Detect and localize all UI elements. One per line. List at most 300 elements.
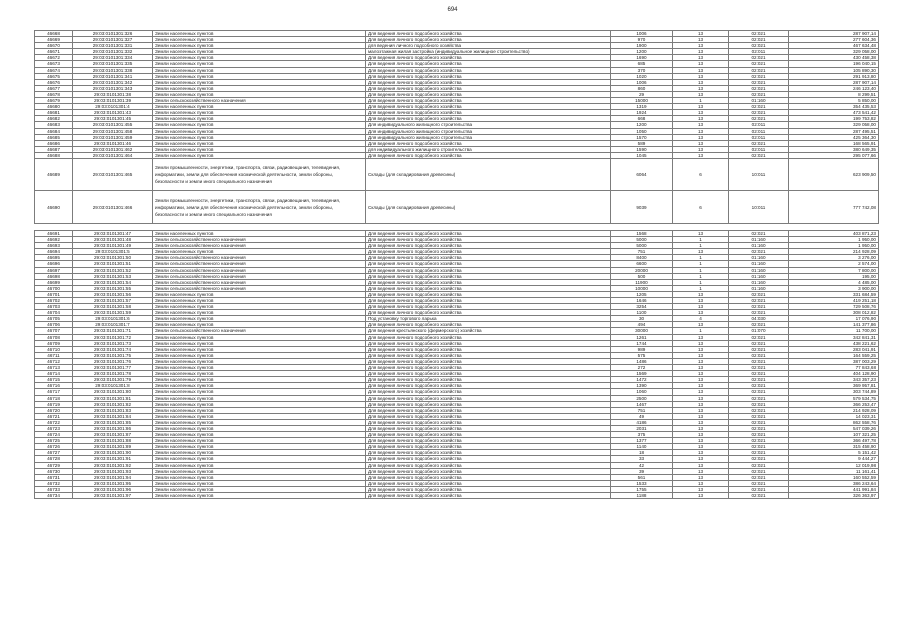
spacer-cell bbox=[35, 223, 879, 230]
row-spacer bbox=[35, 223, 879, 230]
cell-cadastral-number: 29:03:0101301:46 bbox=[73, 140, 153, 146]
cell-land-category: Земли населенных пунктов bbox=[153, 43, 366, 49]
cell-cadastral-value: 547 039,26 bbox=[789, 425, 879, 431]
table-row bbox=[35, 55, 879, 61]
cell-row-id: 46676 bbox=[35, 79, 73, 85]
cell-row-id: 46693 bbox=[35, 243, 73, 249]
cell-cadastral-value: 343 357,23 bbox=[789, 377, 879, 383]
cell-land-category: Земли сельскохозяйственного назначения bbox=[153, 237, 366, 243]
cell-cadastral-number: 29:03:0101301:45 bbox=[73, 116, 153, 122]
cell-land-category: Земли населенных пунктов bbox=[153, 395, 366, 401]
cell-cadastral-number: 29:03:0101301:85 bbox=[73, 419, 153, 425]
cell-row-id: 46705 bbox=[35, 316, 73, 322]
cell-row-id: 46692 bbox=[35, 237, 73, 243]
cell-zone-code: 02:021 bbox=[729, 395, 789, 401]
cell-land-category: Земли населенных пунктов bbox=[153, 298, 366, 304]
cell-cadastral-value: 387 003,29 bbox=[789, 358, 879, 364]
cell-zone-code: 01:160 bbox=[729, 285, 789, 291]
table-row bbox=[35, 486, 879, 492]
cell-area: 1020 bbox=[611, 73, 673, 79]
cell-zone-code: 02:021 bbox=[729, 419, 789, 425]
cell-cadastral-value: 438 221,62 bbox=[789, 340, 879, 346]
cell-cadastral-number: 29:03:0101301:90 bbox=[73, 450, 153, 456]
cell-cadastral-number: 29:03:0101301:54 bbox=[73, 279, 153, 285]
cell-land-category: Земли населенных пунктов bbox=[153, 450, 366, 456]
cell-cadastral-value: 105 890,30 bbox=[789, 67, 879, 73]
cell-zone-code: 01:160 bbox=[729, 261, 789, 267]
cell-land-category: Земли населенных пунктов bbox=[153, 152, 366, 158]
table-row bbox=[35, 140, 879, 146]
cell-permitted-use: Для ведения личного подсобного хозяйства bbox=[366, 261, 611, 267]
cell-land-category: Земли промышленности, энергетики, транспорта, связи, радиовещания, телевидения, информатики, земли для обеспечения космической деятельности, земли обороны, безопасности и земли иного специального назначения bbox=[153, 191, 366, 224]
cell-cadastral-value: 441 991,84 bbox=[789, 486, 879, 492]
cell-cadastral-number: 29:03:0101301:343 bbox=[73, 85, 153, 91]
cell-permitted-use: Для ведения личного подсобного хозяйства bbox=[366, 67, 611, 73]
cell-land-category: Земли населенных пунктов bbox=[153, 49, 366, 55]
cell-area: 1188 bbox=[611, 493, 673, 499]
cell-cadastral-number: 29:03:0101301:6 bbox=[73, 316, 153, 322]
cell-cadastral-value: 9 444,27 bbox=[789, 456, 879, 462]
cell-zone-code: 02:021 bbox=[729, 291, 789, 297]
cell-row-id: 46708 bbox=[35, 334, 73, 340]
table-row bbox=[35, 273, 879, 279]
cell-cadastral-value: 1 950,00 bbox=[789, 237, 879, 243]
cell-group-code: 13 bbox=[673, 61, 729, 67]
cell-row-id: 46682 bbox=[35, 116, 73, 122]
cell-land-category: Земли населенных пунктов bbox=[153, 310, 366, 316]
cell-zone-code: 02:021 bbox=[729, 340, 789, 346]
cell-zone-code: 02:021 bbox=[729, 140, 789, 146]
cell-cadastral-value: 291 913,80 bbox=[789, 73, 879, 79]
cell-cadastral-number: 29:03:0101301:465 bbox=[73, 158, 153, 191]
cell-group-code: 13 bbox=[673, 425, 729, 431]
cell-cadastral-value: 419 251,18 bbox=[789, 298, 879, 304]
cell-area: 30 bbox=[611, 316, 673, 322]
cell-cadastral-value: 425 364,30 bbox=[789, 134, 879, 140]
cell-cadastral-number: 29:03:0101301:338 bbox=[73, 67, 153, 73]
cell-group-code: 13 bbox=[673, 395, 729, 401]
cell-row-id: 46700 bbox=[35, 285, 73, 291]
cell-group-code: 13 bbox=[673, 322, 729, 328]
cell-row-id: 46669 bbox=[35, 37, 73, 43]
cell-area: 751 bbox=[611, 407, 673, 413]
cell-permitted-use: Для ведения личного подсобного хозяйства bbox=[366, 237, 611, 243]
cell-land-category: Земли населенных пунктов bbox=[153, 334, 366, 340]
cell-area: 1390 bbox=[611, 383, 673, 389]
cell-cadastral-number: 29:03:0101301:48 bbox=[73, 237, 153, 243]
table-row bbox=[35, 456, 879, 462]
cell-cadastral-number: 29:03:0101301:72 bbox=[73, 334, 153, 340]
cell-group-code: 13 bbox=[673, 444, 729, 450]
cell-zone-code: 02:021 bbox=[729, 352, 789, 358]
cell-area: 1924 bbox=[611, 110, 673, 116]
cell-group-code: 1 bbox=[673, 273, 729, 279]
cell-cadastral-value: 862 558,76 bbox=[789, 419, 879, 425]
cell-permitted-use: Для ведения личного подсобного хозяйства bbox=[366, 230, 611, 236]
cell-cadastral-number: 29:03:0101301:73 bbox=[73, 340, 153, 346]
cell-land-category: Земли сельскохозяйственного назначения bbox=[153, 267, 366, 273]
table-row bbox=[35, 401, 879, 407]
cell-land-category: Земли сельскохозяйственного назначения bbox=[153, 98, 366, 104]
cell-zone-code: 02:021 bbox=[729, 377, 789, 383]
cell-group-code: 13 bbox=[673, 310, 729, 316]
cell-permitted-use: Для ведения личного подсобного хозяйства bbox=[366, 91, 611, 97]
table-row bbox=[35, 438, 879, 444]
cell-land-category: Земли населенных пунктов bbox=[153, 480, 366, 486]
table-row bbox=[35, 444, 879, 450]
cell-group-code: 13 bbox=[673, 352, 729, 358]
cell-land-category: Земли населенных пунктов bbox=[153, 322, 366, 328]
cell-row-id: 46734 bbox=[35, 493, 73, 499]
cell-cadastral-value: 467 634,48 bbox=[789, 43, 879, 49]
cell-area: 1590 bbox=[611, 146, 673, 152]
cell-cadastral-value: 403 871,23 bbox=[789, 230, 879, 236]
cell-land-category: Земли населенных пунктов bbox=[153, 304, 366, 310]
cell-group-code: 13 bbox=[673, 493, 729, 499]
cell-cadastral-number: 29:03:0101301:52 bbox=[73, 267, 153, 273]
cell-cadastral-number: 29:03:0101301:459 bbox=[73, 134, 153, 140]
cell-group-code: 13 bbox=[673, 140, 729, 146]
cell-zone-code: 02:021 bbox=[729, 365, 789, 371]
cell-row-id: 46707 bbox=[35, 328, 73, 334]
cell-land-category: Земли населенных пунктов bbox=[153, 493, 366, 499]
cell-group-code: 13 bbox=[673, 73, 729, 79]
table-row bbox=[35, 67, 879, 73]
cell-row-id: 46699 bbox=[35, 279, 73, 285]
table-row bbox=[35, 146, 879, 152]
cell-group-code: 13 bbox=[673, 128, 729, 134]
cell-row-id: 46691 bbox=[35, 230, 73, 236]
cell-cadastral-value: 315 458,90 bbox=[789, 444, 879, 450]
cell-land-category: Земли населенных пунктов bbox=[153, 413, 366, 419]
cell-zone-code: 02:021 bbox=[729, 104, 789, 110]
cell-area: 375 bbox=[611, 432, 673, 438]
cell-cadastral-value: 246 123,40 bbox=[789, 85, 879, 91]
cell-group-code: 13 bbox=[673, 291, 729, 297]
cell-group-code: 13 bbox=[673, 298, 729, 304]
cell-area: 970 bbox=[611, 37, 673, 43]
cell-land-category: Земли населенных пунктов bbox=[153, 346, 366, 352]
cell-permitted-use: Для ведения личного подсобного хозяйства bbox=[366, 304, 611, 310]
cell-row-id: 46690 bbox=[35, 191, 73, 224]
cell-row-id: 46668 bbox=[35, 31, 73, 37]
table-row bbox=[35, 98, 879, 104]
cell-land-category: Земли населенных пунктов bbox=[153, 462, 366, 468]
table-row bbox=[35, 346, 879, 352]
table-row bbox=[35, 322, 879, 328]
cell-permitted-use: Для ведения личного подсобного хозяйства bbox=[366, 419, 611, 425]
cell-group-code: 13 bbox=[673, 122, 729, 128]
cell-area: 49 bbox=[611, 413, 673, 419]
table-row bbox=[35, 128, 879, 134]
cell-row-id: 46673 bbox=[35, 61, 73, 67]
cell-permitted-use: Для ведения личного подсобного хозяйства bbox=[366, 291, 611, 297]
table-row bbox=[35, 116, 879, 122]
cell-group-code: 13 bbox=[673, 365, 729, 371]
cell-row-id: 46677 bbox=[35, 85, 73, 91]
cell-zone-code: 02:021 bbox=[729, 432, 789, 438]
cell-area: 39 bbox=[611, 468, 673, 474]
cell-cadastral-number: 29:03:0101301:332 bbox=[73, 49, 153, 55]
cell-row-id: 46728 bbox=[35, 456, 73, 462]
cell-cadastral-value: 729 508,76 bbox=[789, 304, 879, 310]
cell-area: 494 bbox=[611, 322, 673, 328]
cell-area: 1467 bbox=[611, 401, 673, 407]
cell-land-category: Земли населенных пунктов bbox=[153, 31, 366, 37]
cell-permitted-use: Для ведения личного подсобного хозяйства bbox=[366, 79, 611, 85]
cell-cadastral-number: 29:03:0101301:327 bbox=[73, 37, 153, 43]
cell-land-category: Земли сельскохозяйственного назначения bbox=[153, 255, 366, 261]
table-row bbox=[35, 152, 879, 158]
cell-row-id: 46703 bbox=[35, 304, 73, 310]
cell-cadastral-value: 7 800,00 bbox=[789, 267, 879, 273]
table-row bbox=[35, 352, 879, 358]
table-row bbox=[35, 334, 879, 340]
cell-land-category: Земли населенных пунктов bbox=[153, 377, 366, 383]
cell-cadastral-number: 29:03:0101301:50 bbox=[73, 255, 153, 261]
cell-cadastral-value: 5 850,00 bbox=[789, 98, 879, 104]
cell-zone-code: 02:011 bbox=[729, 134, 789, 140]
cell-land-category: Земли промышленности, энергетики, транспорта, связи, радиовещания, телевидения, информатики, земли для обеспечения космической деятельности, земли обороны, безопасности и земли иного специального назначения bbox=[153, 158, 366, 191]
cell-zone-code: 02:021 bbox=[729, 383, 789, 389]
cell-area: 1646 bbox=[611, 298, 673, 304]
cell-land-category: Земли населенных пунктов bbox=[153, 140, 366, 146]
cell-land-category: Земли населенных пунктов bbox=[153, 474, 366, 480]
cell-permitted-use: Для ведения личного подсобного хозяйства bbox=[366, 267, 611, 273]
cell-land-category: Земли населенных пунктов bbox=[153, 419, 366, 425]
cell-land-category: Земли населенных пунктов bbox=[153, 104, 366, 110]
cell-zone-code: 02:011 bbox=[729, 49, 789, 55]
cell-row-id: 46731 bbox=[35, 474, 73, 480]
cell-area: 1377 bbox=[611, 438, 673, 444]
cell-area: 42 bbox=[611, 462, 673, 468]
table-row bbox=[35, 134, 879, 140]
cell-group-code: 13 bbox=[673, 134, 729, 140]
cell-permitted-use: Для ведения личного подсобного хозяйства bbox=[366, 401, 611, 407]
cell-cadastral-number: 29:03:0101301:57 bbox=[73, 298, 153, 304]
cell-area: 8400 bbox=[611, 255, 673, 261]
cell-zone-code: 02:021 bbox=[729, 37, 789, 43]
table-row bbox=[35, 43, 879, 49]
cell-cadastral-value: 141 377,86 bbox=[789, 322, 879, 328]
cell-group-code: 1 bbox=[673, 279, 729, 285]
cell-cadastral-number: 29:03:0101301:89 bbox=[73, 444, 153, 450]
table-row bbox=[35, 191, 879, 224]
cell-zone-code: 02:021 bbox=[729, 444, 789, 450]
table-row bbox=[35, 31, 879, 37]
cell-land-category: Земли населенных пунктов bbox=[153, 134, 366, 140]
cell-cadastral-value: 287 907,14 bbox=[789, 79, 879, 85]
cell-cadastral-value: 283 041,91 bbox=[789, 346, 879, 352]
cell-cadastral-value: 354 435,53 bbox=[789, 104, 879, 110]
cell-cadastral-number: 29:03:0101301:81 bbox=[73, 395, 153, 401]
cell-land-category: Земли населенных пунктов bbox=[153, 110, 366, 116]
cell-group-code: 13 bbox=[673, 43, 729, 49]
cell-row-id: 46727 bbox=[35, 450, 73, 456]
cell-cadastral-value: 77 843,68 bbox=[789, 365, 879, 371]
cell-permitted-use: Для ведения личного подсобного хозяйства bbox=[366, 468, 611, 474]
cell-group-code: 1 bbox=[673, 267, 729, 273]
cell-area: 272 bbox=[611, 365, 673, 371]
cell-zone-code: 02:011 bbox=[729, 146, 789, 152]
cell-cadastral-number: 29:03:0101301:83 bbox=[73, 407, 153, 413]
cell-land-category: Земли населенных пунктов bbox=[153, 291, 366, 297]
cell-land-category: Земли населенных пунктов bbox=[153, 389, 366, 395]
cell-permitted-use: Для ведения личного подсобного хозяйства bbox=[366, 474, 611, 480]
cell-group-code: 13 bbox=[673, 468, 729, 474]
cell-cadastral-value: 331 684,59 bbox=[789, 291, 879, 297]
cell-row-id: 46684 bbox=[35, 128, 73, 134]
cell-permitted-use: Для ведения личного подсобного хозяйства bbox=[366, 352, 611, 358]
table-row bbox=[35, 407, 879, 413]
cell-cadastral-number: 29:03:0101301:80 bbox=[73, 389, 153, 395]
cell-cadastral-value: 366 253,47 bbox=[789, 401, 879, 407]
cell-land-category: Земли населенных пунктов bbox=[153, 432, 366, 438]
cell-permitted-use: Для ведения личного подсобного хозяйства bbox=[366, 377, 611, 383]
cell-group-code: 4 bbox=[673, 316, 729, 322]
table-row bbox=[35, 49, 879, 55]
table-row bbox=[35, 73, 879, 79]
cell-land-category: Земли населенных пунктов bbox=[153, 67, 366, 73]
cell-area: 685 bbox=[611, 61, 673, 67]
table-row bbox=[35, 85, 879, 91]
cell-row-id: 46686 bbox=[35, 140, 73, 146]
cell-group-code: 13 bbox=[673, 37, 729, 43]
cell-cadastral-number: 29:03:0101301:53 bbox=[73, 273, 153, 279]
cell-zone-code: 02:021 bbox=[729, 67, 789, 73]
cell-area: 561 bbox=[611, 474, 673, 480]
cell-cadastral-value: 3 900,00 bbox=[789, 285, 879, 291]
cell-land-category: Земли населенных пунктов bbox=[153, 85, 366, 91]
cell-group-code: 13 bbox=[673, 116, 729, 122]
cell-group-code: 13 bbox=[673, 371, 729, 377]
cell-permitted-use: Для индивидуального жилищного строительства bbox=[366, 128, 611, 134]
cell-permitted-use: Для индивидуального жилищного строительства bbox=[366, 134, 611, 140]
cell-permitted-use: Для ведения личного подсобного хозяйства bbox=[366, 346, 611, 352]
cell-cadastral-value: 404 128,90 bbox=[789, 371, 879, 377]
cell-area: 2031 bbox=[611, 425, 673, 431]
cell-group-code: 13 bbox=[673, 340, 729, 346]
cell-land-category: Земли населенных пунктов bbox=[153, 230, 366, 236]
cell-zone-code: 02:021 bbox=[729, 474, 789, 480]
cell-cadastral-number: 29:03:0101301:39 bbox=[73, 98, 153, 104]
cell-cadastral-value: 277 604,36 bbox=[789, 37, 879, 43]
cell-group-code: 13 bbox=[673, 389, 729, 395]
cell-land-category: Земли населенных пунктов bbox=[153, 146, 366, 152]
cell-area: 1200 bbox=[611, 49, 673, 55]
cell-row-id: 46710 bbox=[35, 346, 73, 352]
cell-row-id: 46671 bbox=[35, 49, 73, 55]
cell-row-id: 46680 bbox=[35, 104, 73, 110]
cell-permitted-use: Для ведения личного подсобного хозяйства bbox=[366, 438, 611, 444]
cell-row-id: 46695 bbox=[35, 255, 73, 261]
cell-zone-code: 02:021 bbox=[729, 85, 789, 91]
table-row bbox=[35, 285, 879, 291]
cell-group-code: 13 bbox=[673, 486, 729, 492]
cell-row-id: 46717 bbox=[35, 389, 73, 395]
cell-cadastral-number: 29:03:0101301:91 bbox=[73, 456, 153, 462]
cell-cadastral-value: 4 485,00 bbox=[789, 279, 879, 285]
cell-row-id: 46732 bbox=[35, 480, 73, 486]
cell-cadastral-number: 29:03:0101301:38 bbox=[73, 91, 153, 97]
cell-area: 1050 bbox=[611, 128, 673, 134]
cell-cadastral-value: 579 534,75 bbox=[789, 395, 879, 401]
cell-zone-code: 02:021 bbox=[729, 425, 789, 431]
cell-cadastral-value: 380 649,35 bbox=[789, 146, 879, 152]
cell-area: 1006 bbox=[611, 79, 673, 85]
cell-group-code: 13 bbox=[673, 474, 729, 480]
cell-group-code: 13 bbox=[673, 146, 729, 152]
cell-permitted-use: Для ведения личного подсобного хозяйства bbox=[366, 334, 611, 340]
cell-permitted-use: Для ведения личного подсобного хозяйства bbox=[366, 298, 611, 304]
table-row bbox=[35, 279, 879, 285]
cell-permitted-use: Для ведения личного подсобного хозяйства bbox=[366, 37, 611, 43]
cell-cadastral-value: 199 753,82 bbox=[789, 116, 879, 122]
cell-permitted-use: Для ведения личного подсобного хозяйства bbox=[366, 358, 611, 364]
cell-area: 30000 bbox=[611, 328, 673, 334]
cell-group-code: 13 bbox=[673, 432, 729, 438]
cell-group-code: 13 bbox=[673, 55, 729, 61]
cell-cadastral-number: 29:03:0101301:334 bbox=[73, 55, 153, 61]
cell-cadastral-number: 29:03:0101301:96 bbox=[73, 486, 153, 492]
cell-cadastral-value: 623 909,50 bbox=[789, 158, 879, 191]
table-row bbox=[35, 365, 879, 371]
cell-zone-code: 02:021 bbox=[729, 462, 789, 468]
cell-cadastral-value: 8 299,51 bbox=[789, 91, 879, 97]
cell-group-code: 13 bbox=[673, 377, 729, 383]
cell-area: 1569 bbox=[611, 371, 673, 377]
cell-permitted-use: Для ведения личного подсобного хозяйства bbox=[366, 371, 611, 377]
cell-row-id: 46672 bbox=[35, 55, 73, 61]
table-row bbox=[35, 328, 879, 334]
cell-zone-code: 02:011 bbox=[729, 122, 789, 128]
cell-land-category: Земли населенных пунктов bbox=[153, 468, 366, 474]
cell-group-code: 13 bbox=[673, 462, 729, 468]
cell-group-code: 1 bbox=[673, 328, 729, 334]
cell-cadastral-value: 287 907,14 bbox=[789, 31, 879, 37]
cell-row-id: 46715 bbox=[35, 377, 73, 383]
cell-zone-code: 01:070 bbox=[729, 328, 789, 334]
cell-area: 11900 bbox=[611, 279, 673, 285]
cell-land-category: Земли населенных пунктов bbox=[153, 340, 366, 346]
cell-group-code: 13 bbox=[673, 419, 729, 425]
cell-cadastral-number: 29:03:0101301:76 bbox=[73, 358, 153, 364]
cell-cadastral-number: 29:03:0101301:94 bbox=[73, 474, 153, 480]
cell-area: 5000 bbox=[611, 243, 673, 249]
cell-zone-code: 02:021 bbox=[729, 152, 789, 158]
cell-zone-code: 02:021 bbox=[729, 358, 789, 364]
cell-land-category: Земли населенных пунктов bbox=[153, 249, 366, 255]
cell-row-id: 46696 bbox=[35, 261, 73, 267]
cell-cadastral-number: 29:03:0101301:331 bbox=[73, 43, 153, 49]
cell-zone-code: 01:160 bbox=[729, 237, 789, 243]
table-row bbox=[35, 91, 879, 97]
cell-cadastral-number: 29:03:0101301:88 bbox=[73, 438, 153, 444]
cell-permitted-use: Для ведения крестьянского (фермерского) хозяйства bbox=[366, 328, 611, 334]
cell-group-code: 1 bbox=[673, 237, 729, 243]
cell-cadastral-number: 29:03:0101301:58 bbox=[73, 304, 153, 310]
cell-permitted-use: Для ведения личного подсобного хозяйства bbox=[366, 444, 611, 450]
cell-zone-code: 02:021 bbox=[729, 298, 789, 304]
cell-row-id: 46702 bbox=[35, 298, 73, 304]
cell-zone-code: 02:021 bbox=[729, 334, 789, 340]
cell-group-code: 13 bbox=[673, 383, 729, 389]
cell-cadastral-number: 29:03:0101301:93 bbox=[73, 468, 153, 474]
cell-permitted-use: Склады (для складирования древесины) bbox=[366, 191, 611, 224]
cell-zone-code: 02:021 bbox=[729, 322, 789, 328]
cell-land-category: Земли населенных пунктов bbox=[153, 61, 366, 67]
cell-cadastral-number: 29:03:0101301:82 bbox=[73, 401, 153, 407]
